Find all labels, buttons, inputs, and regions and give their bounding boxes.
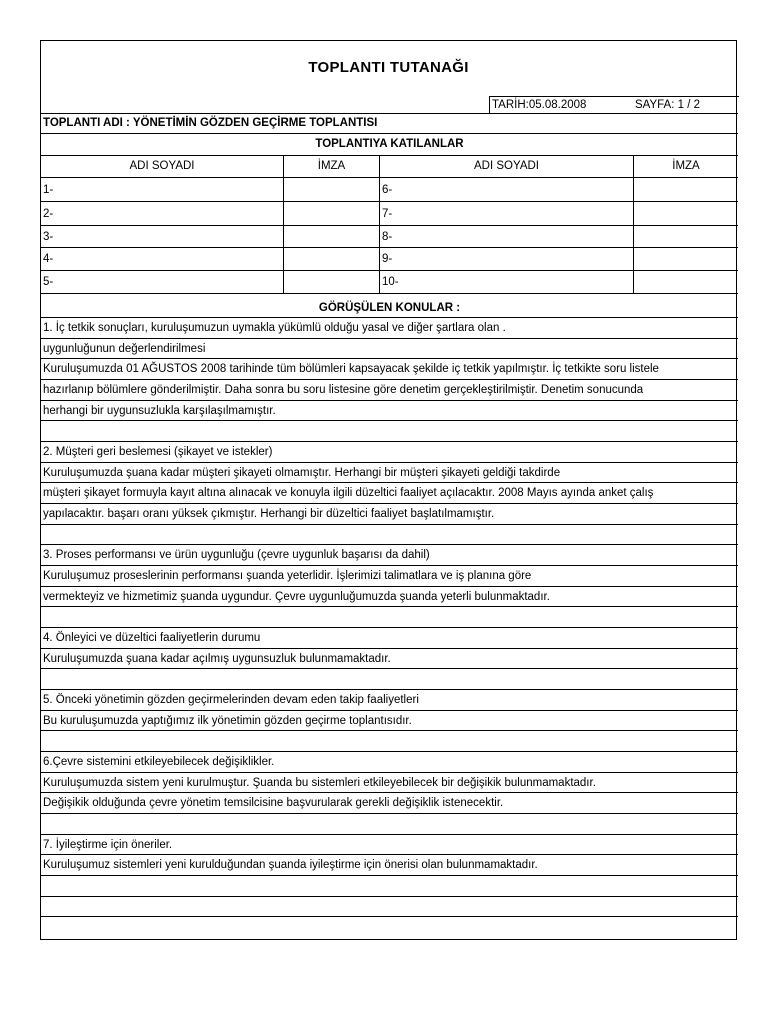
topic-line-text: 1. İç tetkik sonuçları, kuruluşumuzun uymakla yükümlü olduğu yasal ve diğer şartlara olan . (43, 322, 506, 334)
meeting-date: TARİH:05.08.2008 (492, 99, 587, 111)
date-page-box (489, 96, 739, 113)
attendee-row (41, 247, 738, 270)
attendee-number-left: 2- (43, 208, 54, 220)
topic-line-text: Kuruluşumuzda 01 AĞUSTOS 2008 tarihinde tüm bölümleri kapsayacak şekilde iç tetkik yapılmıştır. İç tetkikte soru listele (43, 363, 659, 375)
attendee-row (41, 201, 738, 225)
attendee-signature-left (283, 248, 379, 270)
topic-line (41, 462, 738, 482)
attendees-header-row (41, 133, 738, 155)
topic-line (41, 875, 738, 896)
topic-line-text: müşteri şikayet formuyla kayıt altına alınacak ve konuyla ilgili düzeltici faaliyet açılacaktır. 2008 Mayıs ayında anket çalış (43, 487, 654, 499)
topic-line (41, 441, 738, 462)
topic-line (41, 338, 738, 358)
topic-line (41, 813, 738, 834)
topic-line-text: Bu kuruluşumuzda yaptığımız ilk yönetimin gözden geçirme toplantısıdır. (43, 715, 412, 727)
attendee-number-right: 6- (379, 178, 633, 201)
column-header-name-right: ADI SOYADI (379, 156, 633, 177)
attendees-column-headers (41, 155, 738, 177)
topic-line-text: Kuruluşumuz sistemleri yeni kurulduğundan şuanda iyileştirme için önerisi olan bulunmamaktadır. (43, 859, 538, 871)
attendee-signature-left (283, 202, 379, 225)
attendee-number-left: 4- (43, 253, 54, 265)
column-header-signature-left: İMZA (283, 156, 379, 177)
topic-line (41, 524, 738, 544)
attendee-signature-left (283, 178, 379, 201)
topic-line (41, 420, 738, 441)
topic-line-text: Kuruluşumuz proseslerinin performansı şuanda yeterlidir. İşlerimizi talimatlara ve iş planına göre (43, 570, 532, 582)
topic-line (41, 379, 738, 400)
topic-line-text: Kuruluşumuzda şuana kadar açılmış uygunsuzluk bulunmamaktadır. (43, 653, 391, 665)
topic-line (41, 565, 738, 586)
attendee-row (41, 270, 738, 293)
topic-line (41, 606, 738, 627)
topic-line (41, 400, 738, 420)
attendee-row (41, 225, 738, 247)
topic-line-text: Kuruluşumuzda sistem yeni kurulmuştur. Şuanda bu sistemleri etkileyebilecek bir değişikik bulunmamaktadır. (43, 777, 596, 789)
topic-line-text: 5. Önceki yönetimin gözden geçirmelerinden devam eden takip faaliyetleri (43, 694, 419, 706)
attendee-signature-right (633, 178, 738, 201)
topic-line-text: 7. İyileştirme için öneriler. (43, 839, 173, 851)
topic-line (41, 896, 738, 916)
topic-line (41, 854, 738, 875)
topic-line-text: vermekteyiz ve hizmetimiz şuanda uygundur. Çevre uygunluğumuzda şuanda yeterli bulunmaktadır. (43, 591, 550, 603)
topic-line-text: Değişikik olduğunda çevre yönetim temsilcisine başvurularak gerekli değişiklik istenecektir. (43, 797, 504, 809)
topic-line (41, 916, 738, 937)
topic-line (41, 792, 738, 813)
topic-line (41, 751, 738, 772)
topic-line (41, 772, 738, 792)
attendee-number-left: 5- (43, 276, 54, 288)
attendee-number-right: 9- (379, 248, 633, 270)
topic-line (41, 544, 738, 565)
topic-line-text: hazırlanıp bölümlere gönderilmiştir. Daha sonra bu soru listesine göre denetim gerçekleştirilmiştir. Denetim sonucunda (43, 384, 644, 396)
document-title: TOPLANTI TUTANAĞI (308, 59, 469, 76)
topic-line (41, 317, 738, 338)
attendee-signature-right (633, 226, 738, 247)
topic-line-text: 4. Önleyici ve düzeltici faaliyetlerin durumu (43, 632, 261, 644)
attendee-number-left: 3- (43, 231, 54, 243)
topic-line-text: 6.Çevre sistemini etkileyebilecek değişiklikler. (43, 756, 275, 768)
topic-line (41, 689, 738, 710)
attendee-signature-right (633, 271, 738, 293)
attendee-number-left: 1- (43, 184, 54, 196)
topic-line (41, 627, 738, 648)
topic-line (41, 358, 738, 379)
topic-line-text: uygunluğunun değerlendirilmesi (43, 343, 206, 355)
attendee-number-right: 8- (379, 226, 633, 247)
topic-line (41, 482, 738, 503)
column-header-signature-right: İMZA (633, 156, 738, 177)
attendee-signature-right (633, 202, 738, 225)
attendee-signature-left (283, 226, 379, 247)
page-number: SAYFA: 1 / 2 (635, 99, 700, 111)
meeting-name-row (41, 113, 738, 133)
attendee-signature-right (633, 248, 738, 270)
topic-line-text: herhangi bir uygunsuzlukla karşılaşılmamıştır. (43, 405, 276, 417)
attendees-header: TOPLANTIYA KATILANLAR (315, 138, 464, 150)
topic-line (41, 668, 738, 689)
topics-header: GÖRÜŞÜLEN KONULAR : (318, 302, 461, 314)
attendee-number-right: 10- (379, 271, 633, 293)
attendee-number-right: 7- (379, 202, 633, 225)
topic-line (41, 730, 738, 751)
topic-line-text: 3. Proses performansı ve ürün uygunluğu (çevre uygunluk başarısı da dahil) (43, 549, 430, 561)
attendee-signature-left (283, 271, 379, 293)
topic-line (41, 586, 738, 606)
topics-header-row (41, 293, 738, 317)
topic-line (41, 648, 738, 668)
attendee-row (41, 177, 738, 201)
topic-line-text: Kuruluşumuzda şuana kadar müşteri şikayeti olmamıştır. Herhangi bir müşteri şikayeti geldiği takdirde (43, 467, 561, 479)
topic-line (41, 834, 738, 854)
meeting-minutes-form (40, 40, 737, 940)
topic-line-text: 2. Müşteri geri beslemesi (şikayet ve istekler) (43, 446, 273, 458)
meeting-name: TOPLANTI ADI : YÖNETİMİN GÖZDEN GEÇİRME TOPLANTISI (43, 117, 378, 129)
topic-line (41, 710, 738, 730)
column-header-name-left: ADI SOYADI (129, 160, 195, 172)
topic-line-text: yapılacaktır. başarı oranı yüksek çıkmıştır. Herhangi bir düzeltici faaliyet başlatılmamıştır. (43, 508, 495, 520)
topic-line (41, 503, 738, 524)
